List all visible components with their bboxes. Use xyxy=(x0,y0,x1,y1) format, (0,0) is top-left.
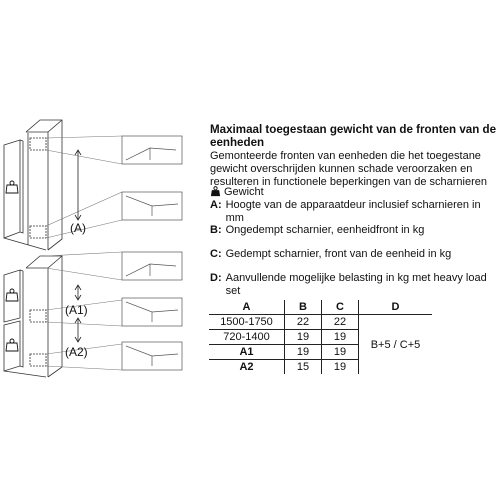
header-c: C xyxy=(322,300,359,315)
legend-a-key: A: xyxy=(210,199,222,211)
legend-a-text: Hoogte van de apparaatdeur inclusief scharnieren in mm xyxy=(225,199,481,224)
legend-weight xyxy=(210,186,500,199)
legend-d xyxy=(210,272,500,297)
legend-a xyxy=(210,199,500,224)
legend-c xyxy=(210,248,500,261)
legend-b-key: B: xyxy=(210,224,222,236)
cell-c: 19 xyxy=(322,360,359,375)
header-d: D xyxy=(359,300,433,315)
header-b: B xyxy=(285,300,322,315)
dimension-label-a2: (A2) xyxy=(65,345,88,359)
cell-b: 22 xyxy=(285,315,322,330)
cell-a: A1 xyxy=(209,345,285,360)
connector-lines xyxy=(46,136,122,370)
cell-b: 19 xyxy=(285,330,322,345)
table-row xyxy=(209,315,432,330)
cell-c: 22 xyxy=(322,315,359,330)
dimension-label-a1: (A1) xyxy=(65,303,88,317)
intro-paragraph: Gemonteerde fronten van eenheden die het toegestane gewicht overschrijden kunnen schade veroorzaken en resulteren in functionele beperkingen van de scharnieren xyxy=(210,150,488,188)
legend-b xyxy=(210,224,500,237)
dimension-label-a: (A) xyxy=(70,221,86,235)
cell-a: A2 xyxy=(209,360,285,375)
cell-b: 15 xyxy=(285,360,322,375)
load-table xyxy=(209,300,432,374)
double-door-cabinet xyxy=(4,256,62,377)
legend-weight-text: Gewicht xyxy=(224,186,264,198)
cell-c: 19 xyxy=(322,330,359,345)
cell-b: 19 xyxy=(285,345,322,360)
cell-a: 1500-1750 xyxy=(220,316,273,328)
cell-a: 720-1400 xyxy=(209,330,285,345)
weight-icon xyxy=(210,186,221,197)
legend-d-text: Aanvullende mogelijke belasting in kg met heavy load set xyxy=(225,272,487,297)
cell-c: 19 xyxy=(322,345,359,360)
cell-d: B+5 / C+5 xyxy=(359,315,433,375)
legend-b-text: Ongedempt scharnier, eenheidfront in kg xyxy=(225,224,425,236)
header-a: A xyxy=(209,300,285,315)
legend-c-text: Gedempt scharnier, front van de eenheid in kg xyxy=(225,248,452,260)
table-header-row xyxy=(209,300,432,315)
legend-d-key: D: xyxy=(210,272,222,284)
page-title: Maximaal toegestaan gewicht van de fronten van de eenheden xyxy=(210,123,497,149)
hinge-detail-boxes xyxy=(122,136,182,370)
legend-c-key: C: xyxy=(210,248,222,260)
